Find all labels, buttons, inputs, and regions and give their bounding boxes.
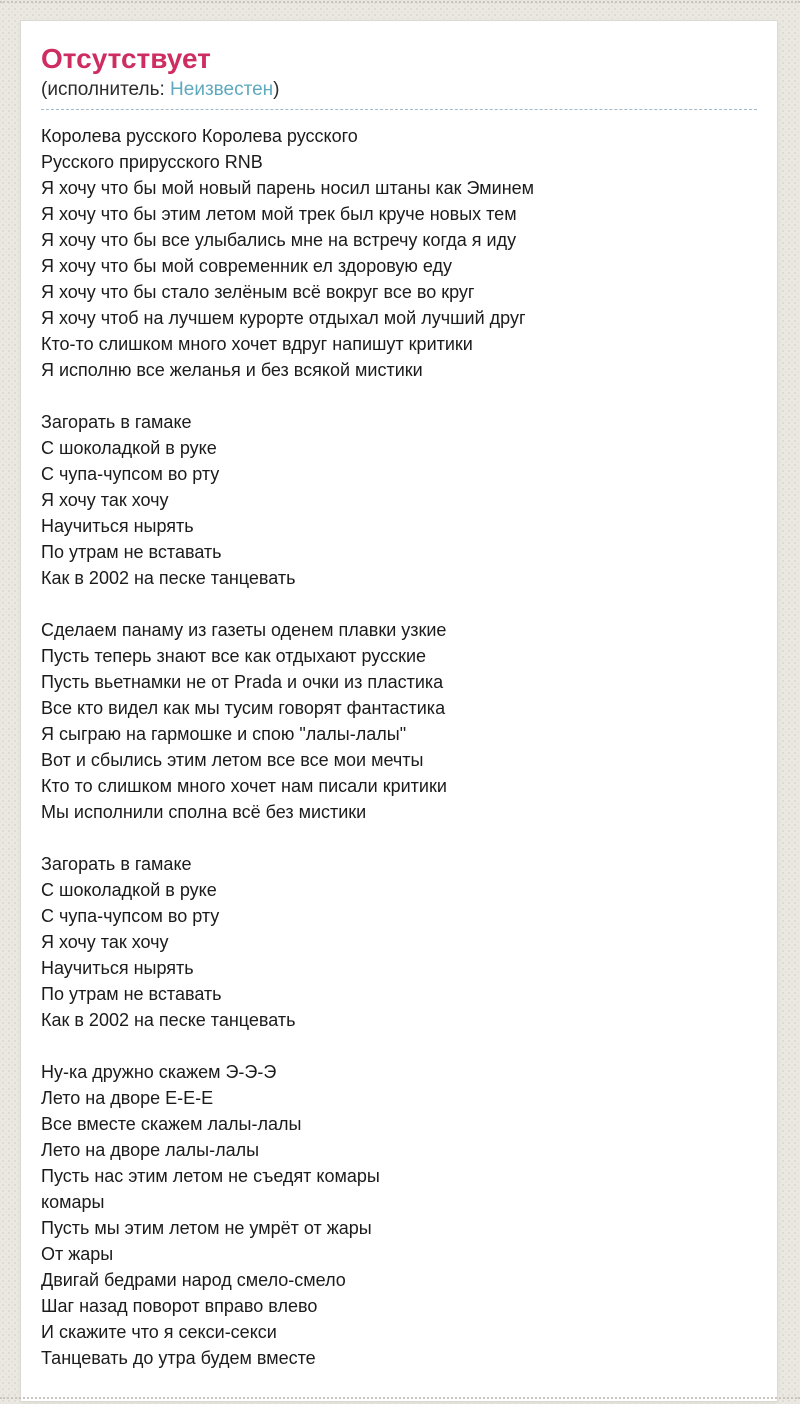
lyrics-line: Как в 2002 на песке танцевать	[41, 1010, 296, 1030]
lyrics-line: Королева русского Королева русского	[41, 126, 358, 146]
lyrics-line: Я хочу что бы все улыбались мне на встречу когда я иду	[41, 230, 517, 250]
lyrics-line: С чупа-чупсом во рту	[41, 464, 220, 484]
lyrics-line: Я хочу что бы мой современник ел здоровую еду	[41, 256, 453, 276]
lyrics-stanza	[41, 409, 757, 591]
lyrics-line: Пусть мы этим летом не умрёт от жары	[41, 1218, 372, 1238]
lyrics-line: Пусть вьетнамки не от Prada и очки из пластика	[41, 672, 444, 692]
lyrics-line: Все кто видел как мы тусим говорят фантастика	[41, 698, 446, 718]
lyrics-stanza	[41, 617, 757, 825]
lyrics-line: Научиться нырять	[41, 958, 194, 978]
artist-link[interactable]: Неизвестен	[170, 79, 274, 100]
lyrics-stanza	[41, 1059, 757, 1371]
lyrics-line: Как в 2002 на песке танцевать	[41, 568, 296, 588]
lyrics-line: Я хочу что бы стало зелёным всё вокруг все во круг	[41, 282, 475, 302]
lyrics-line: Кто-то слишком много хочет вдруг напишут критики	[41, 334, 473, 354]
lyrics-line: Я хочу так хочу	[41, 490, 169, 510]
page-top-dotted-edge	[0, 1, 800, 3]
lyrics-line: комары	[41, 1192, 105, 1212]
lyrics-line: Кто то слишком много хочет нам писали критики	[41, 776, 447, 796]
lyrics-line: Я хочу так хочу	[41, 932, 169, 952]
lyrics-line: Я хочу чтоб на лучшем курорте отдыхал мой лучший друг	[41, 308, 526, 328]
lyrics-stanza	[41, 851, 757, 1033]
lyrics-line: С чупа-чупсом во рту	[41, 906, 220, 926]
lyrics-line: По утрам не вставать	[41, 542, 222, 562]
lyrics-line: Научиться нырять	[41, 516, 194, 536]
lyrics-line: Ну-ка дружно скажем Э-Э-Э	[41, 1062, 277, 1082]
artist-line	[41, 78, 757, 110]
lyrics-line: Шаг назад поворот вправо влево	[41, 1296, 318, 1316]
lyrics-line: Я исполню все желанья и без всякой мистики	[41, 360, 423, 380]
lyrics-line: И скажите что я секси-секси	[41, 1322, 277, 1342]
lyrics-line: Мы исполнили сполна всё без мистики	[41, 802, 367, 822]
page-bottom-dotted-edge	[0, 1397, 800, 1399]
lyrics-line: По утрам не вставать	[41, 984, 222, 1004]
lyrics-line: Все вместе скажем лалы-лалы	[41, 1114, 302, 1134]
lyrics-line: Я сыграю на гармошке и спою "лалы-лалы"	[41, 724, 407, 744]
lyrics-card	[20, 20, 778, 1402]
lyrics-line: Лето на дворе лалы-лалы	[41, 1140, 260, 1160]
lyrics-line: Двигай бедрами народ смело-смело	[41, 1270, 346, 1290]
lyrics-line: Я хочу что бы этим летом мой трек был круче новых тем	[41, 204, 517, 224]
lyrics-line: Вот и сбылись этим летом все все мои мечты	[41, 750, 424, 770]
lyrics-line: Загорать в гамаке	[41, 412, 192, 432]
artist-label-prefix: (исполнитель:	[41, 79, 171, 100]
lyrics-line: С шоколадкой в руке	[41, 438, 217, 458]
lyrics-line: От жары	[41, 1244, 114, 1264]
lyrics-line: Я хочу что бы мой новый парень носил штаны как Эминем	[41, 178, 535, 198]
lyrics-line: Пусть теперь знают все как отдыхают русские	[41, 646, 427, 666]
lyrics-text	[41, 123, 757, 1371]
page-title: Отсутствует	[41, 43, 211, 74]
lyrics-line: Лето на дворе Е-Е-Е	[41, 1088, 214, 1108]
artist-label-suffix: )	[273, 79, 280, 100]
lyrics-stanza	[41, 123, 757, 383]
lyrics-line: С шоколадкой в руке	[41, 880, 217, 900]
lyrics-line: Загорать в гамаке	[41, 854, 192, 874]
lyrics-line: Танцевать до утра будем вместе	[41, 1348, 316, 1368]
lyrics-line: Пусть нас этим летом не съедят комары	[41, 1166, 380, 1186]
lyrics-line: Русского прирусского RNB	[41, 152, 263, 172]
lyrics-line: Сделаем панаму из газеты оденем плавки узкие	[41, 620, 447, 640]
